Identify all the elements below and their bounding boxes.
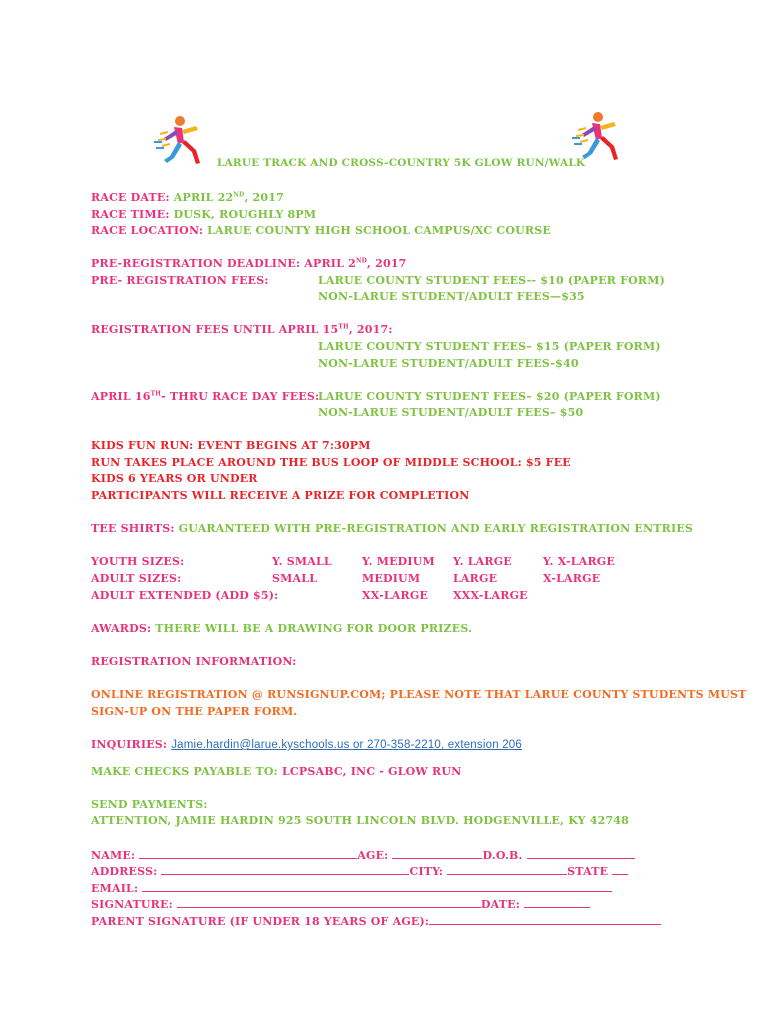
inquiries-label: INQUIRIES: — [91, 738, 168, 751]
kids-line-4: PARTICIPANTS WILL RECEIVE A PRIZE FOR COMPLETION — [91, 489, 470, 502]
extended-size-2: XXX-LARGE — [453, 589, 528, 602]
race-date-label: RACE DATE: — [91, 191, 170, 204]
youth-size-3: Y. LARGE — [453, 555, 512, 568]
adult-sizes-label: ADULT SIZES: — [91, 572, 182, 585]
date-label: DATE: — [480, 898, 520, 911]
dob-label: D.O.B. — [482, 849, 523, 862]
awards-text: THERE WILL BE A DRAWING FOR DOOR PRIZES. — [155, 622, 473, 635]
checks-payable — [91, 765, 461, 778]
form-name-row — [91, 848, 635, 862]
prereg-fees-label: PRE- REGISTRATION FEES: — [91, 274, 269, 287]
race-location-label: RACE LOCATION: — [91, 224, 204, 237]
inquiries-contact-link[interactable]: Jamie.hardin@larue.kyschools.us or 270-358-2210, extension 206 — [171, 739, 522, 751]
form-parent-signature-row — [91, 914, 661, 928]
race-day-fee-student: LARUE COUNTY STUDENT FEES– $20 (PAPER FORM) — [318, 390, 661, 403]
tee-shirts-label: TEE SHIRTS: — [91, 522, 175, 535]
reg-until-fee-student: LARUE COUNTY STUDENT FEES– $15 (PAPER FORM) — [318, 340, 661, 353]
city-field[interactable] — [447, 864, 567, 875]
youth-size-4: Y. X-LARGE — [543, 555, 615, 568]
send-payments-address: ATTENTION, JAMIE HARDIN 925 SOUTH LINCOLN BLVD. HODGENVILLE, KY 42748 — [91, 814, 630, 827]
awards — [91, 622, 472, 635]
email-label: EMAIL: — [91, 882, 139, 895]
parent-signature-field[interactable] — [429, 914, 661, 925]
online-registration-line-2: SIGN-UP ON THE PAPER FORM. — [91, 705, 298, 718]
adult-size-1: SMALL — [272, 572, 318, 585]
state-field[interactable] — [612, 864, 628, 875]
race-date-value: APRIL 22ND, 2017 — [173, 191, 284, 204]
youth-size-2: Y. MEDIUM — [362, 555, 435, 568]
kids-line-3: KIDS 6 YEARS OR UNDER — [91, 472, 258, 485]
email-field[interactable] — [142, 881, 612, 892]
runner-logo-left — [134, 112, 218, 170]
kids-line-2: RUN TAKES PLACE AROUND THE BUS LOOP OF MIDDLE SCHOOL: $5 FEE — [91, 456, 571, 469]
prereg-deadline: PRE-REGISTRATION DEADLINE: APRIL 2ND, 2017 — [91, 257, 407, 270]
awards-label: AWARDS: — [91, 622, 152, 635]
name-field[interactable] — [139, 848, 357, 859]
race-day-label: APRIL 16TH- THRU RACE DAY FEES: — [91, 390, 320, 403]
signature-field[interactable] — [177, 897, 481, 908]
prereg-fee-adult: NON-LARUE STUDENT/ADULT FEES—$35 — [318, 290, 585, 303]
race-location-value: LARUE COUNTY HIGH SCHOOL CAMPUS/XC COURSE — [207, 224, 551, 237]
dob-field[interactable] — [527, 848, 635, 859]
race-time-value: DUSK, ROUGHLY 8PM — [173, 208, 317, 221]
online-registration-line-1: ONLINE REGISTRATION @ RUNSIGNUP.COM; PLEASE NOTE THAT LARUE COUNTY STUDENTS MUST — [91, 688, 747, 701]
checks-label: MAKE CHECKS PAYABLE TO: — [91, 765, 278, 778]
race-time-label: RACE TIME: — [91, 208, 170, 221]
tee-shirts-note: GUARANTEED WITH PRE-REGISTRATION AND EARLY REGISTRATION ENTRIES — [178, 522, 694, 535]
name-label: NAME: — [91, 849, 136, 862]
youth-sizes-label: YOUTH SIZES: — [91, 555, 185, 568]
form-signature-row — [91, 897, 590, 911]
registration-heading: REGISTRATION INFORMATION: — [91, 655, 297, 668]
parent-signature-label: PARENT SIGNATURE (IF UNDER 18 YEARS OF AGE): — [91, 915, 430, 928]
send-payments-label: SEND PAYMENTS: — [91, 798, 208, 811]
race-location — [91, 224, 551, 237]
tee-shirts — [91, 522, 693, 535]
form-email-row — [91, 881, 612, 895]
city-label: CITY: — [409, 865, 444, 878]
adult-size-2: MEDIUM — [362, 572, 421, 585]
reg-until-label: REGISTRATION FEES UNTIL APRIL 15TH, 2017: — [91, 323, 393, 336]
adult-size-4: X-LARGE — [543, 572, 601, 585]
extended-size-1: XX-LARGE — [362, 589, 429, 602]
checks-payee: LCPSABC, INC - GLOW RUN — [281, 765, 462, 778]
state-label: STATE — [567, 865, 609, 878]
age-label: AGE: — [357, 849, 389, 862]
signature-label: SIGNATURE: — [91, 898, 173, 911]
page-title: LARUE TRACK AND CROSS-COUNTRY 5K GLOW RUN/WALK — [217, 157, 586, 169]
age-field[interactable] — [392, 848, 482, 859]
extended-sizes-label: ADULT EXTENDED (ADD $5): — [91, 589, 279, 602]
prereg-fee-student: LARUE COUNTY STUDENT FEES-- $10 (PAPER FORM) — [318, 274, 666, 287]
race-time — [91, 208, 316, 221]
reg-until-fee-adult: NON-LARUE STUDENT/ADULT FEES-$40 — [318, 357, 579, 370]
adult-size-3: LARGE — [453, 572, 498, 585]
inquiries — [91, 738, 522, 751]
race-day-fee-adult: NON-LARUE STUDENT/ADULT FEES– $50 — [318, 406, 584, 419]
kids-line-1: KIDS FUN RUN: EVENT BEGINS AT 7:30PM — [91, 439, 371, 452]
race-date — [91, 191, 284, 204]
address-field[interactable] — [161, 864, 409, 875]
youth-size-1: Y. SMALL — [272, 555, 332, 568]
date-field[interactable] — [524, 897, 590, 908]
address-label: ADDRESS: — [91, 865, 158, 878]
form-address-row — [91, 864, 628, 878]
